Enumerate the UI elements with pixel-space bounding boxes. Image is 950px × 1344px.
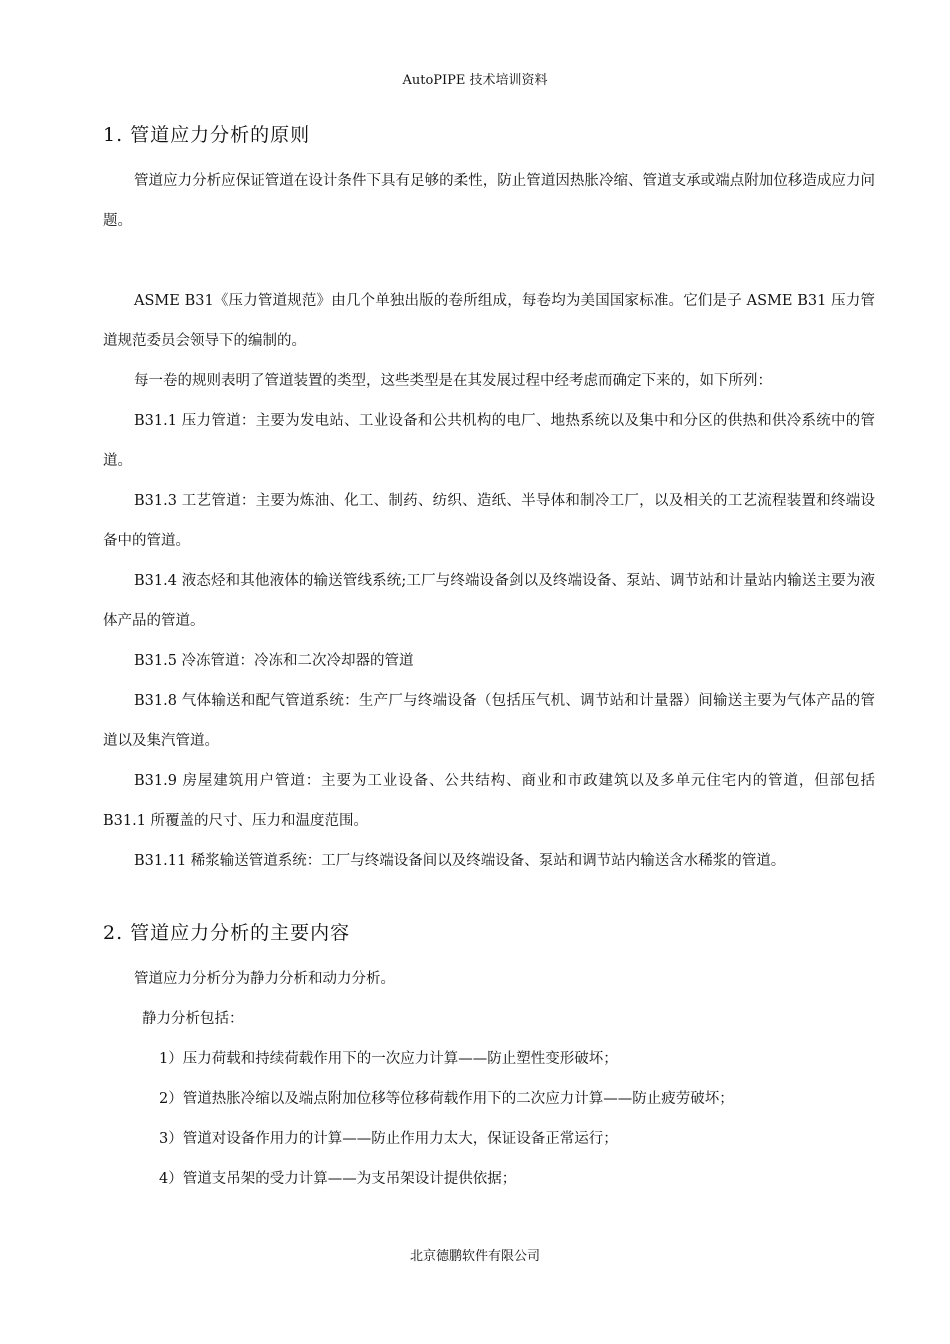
- code-b31-5: B31.5 冷冻管道：冷冻和二次冷却器的管道: [134, 653, 414, 669]
- static-item-2: 2）管道热胀冷缩以及端点附加位移等位移荷载作用下的二次应力计算——防止疲劳破坏；: [159, 1091, 734, 1107]
- code-b31-8: B31.8 气体输送和配气管道系统：生产厂与终端设备（包括压气机、调节站和计量器）间输送主要为气体产品的管道以及集汽管道。: [103, 693, 875, 749]
- static-item-3: 3）管道对设备作用力的计算——防止作用力太大，保证设备正常运行；: [159, 1131, 618, 1147]
- page-header: AutoPIPE 技术培训资料: [402, 73, 548, 88]
- section-1-title: 1. 管道应力分析的原则: [103, 124, 311, 146]
- static-item-4: 4）管道支吊架的受力计算——为支吊架设计提供依据；: [159, 1171, 517, 1187]
- section-2-intro: 管道应力分析分为静力分析和动力分析。: [134, 971, 395, 987]
- page-footer: 北京德鹏软件有限公司: [409, 1249, 540, 1264]
- code-b31-11: B31.11 稀浆输送管道系统：工厂与终端设备间以及终端设备、泵站和调节站内输送含水稀浆的管道。: [134, 853, 786, 869]
- code-b31-1: B31.1 压力管道：主要为发电站、工业设备和公共机构的电厂、地热系统以及集中和分区的供热和供冷系统中的管道。: [103, 413, 875, 469]
- code-b31-9: B31.9 房屋建筑用户管道：主要为工业设备、公共结构、商业和市政建筑以及多单元住宅内的管道，但部包括 B31.1 所覆盖的尺寸、压力和温度范围。: [103, 773, 875, 829]
- section-2-title: 2. 管道应力分析的主要内容: [103, 922, 351, 944]
- static-item-1: 1）压力荷载和持续荷载作用下的一次应力计算——防止塑性变形破坏；: [159, 1051, 618, 1067]
- section-1-intro: 管道应力分析应保证管道在设计条件下具有足够的柔性，防止管道因热胀冷缩、管道支承或端点附加位移造成应力问题。: [103, 173, 875, 229]
- code-b31-4: B31.4 液态烃和其他液体的输送管线系统;工厂与终端设备剑以及终端设备、泵站、调节站和计量站内输送主要为液体产品的管道。: [103, 573, 875, 629]
- asme-paragraph: ASME B31《压力管道规范》由几个单独出版的卷所组成，每卷均为美国国家标准。它们是子 ASME B31 压力管道规范委员会领导下的编制的。: [103, 293, 875, 349]
- static-analysis-label: 静力分析包括：: [142, 1011, 244, 1027]
- code-b31-3: B31.3 工艺管道：主要为炼油、化工、制药、纺织、造纸、半导体和制冷工厂，以及相关的工艺流程装置和终端设备中的管道。: [103, 493, 875, 549]
- volume-rules-paragraph: 每一卷的规则表明了管道装置的类型，这些类型是在其发展过程中经考虑而确定下来的，如下所列：: [134, 373, 772, 389]
